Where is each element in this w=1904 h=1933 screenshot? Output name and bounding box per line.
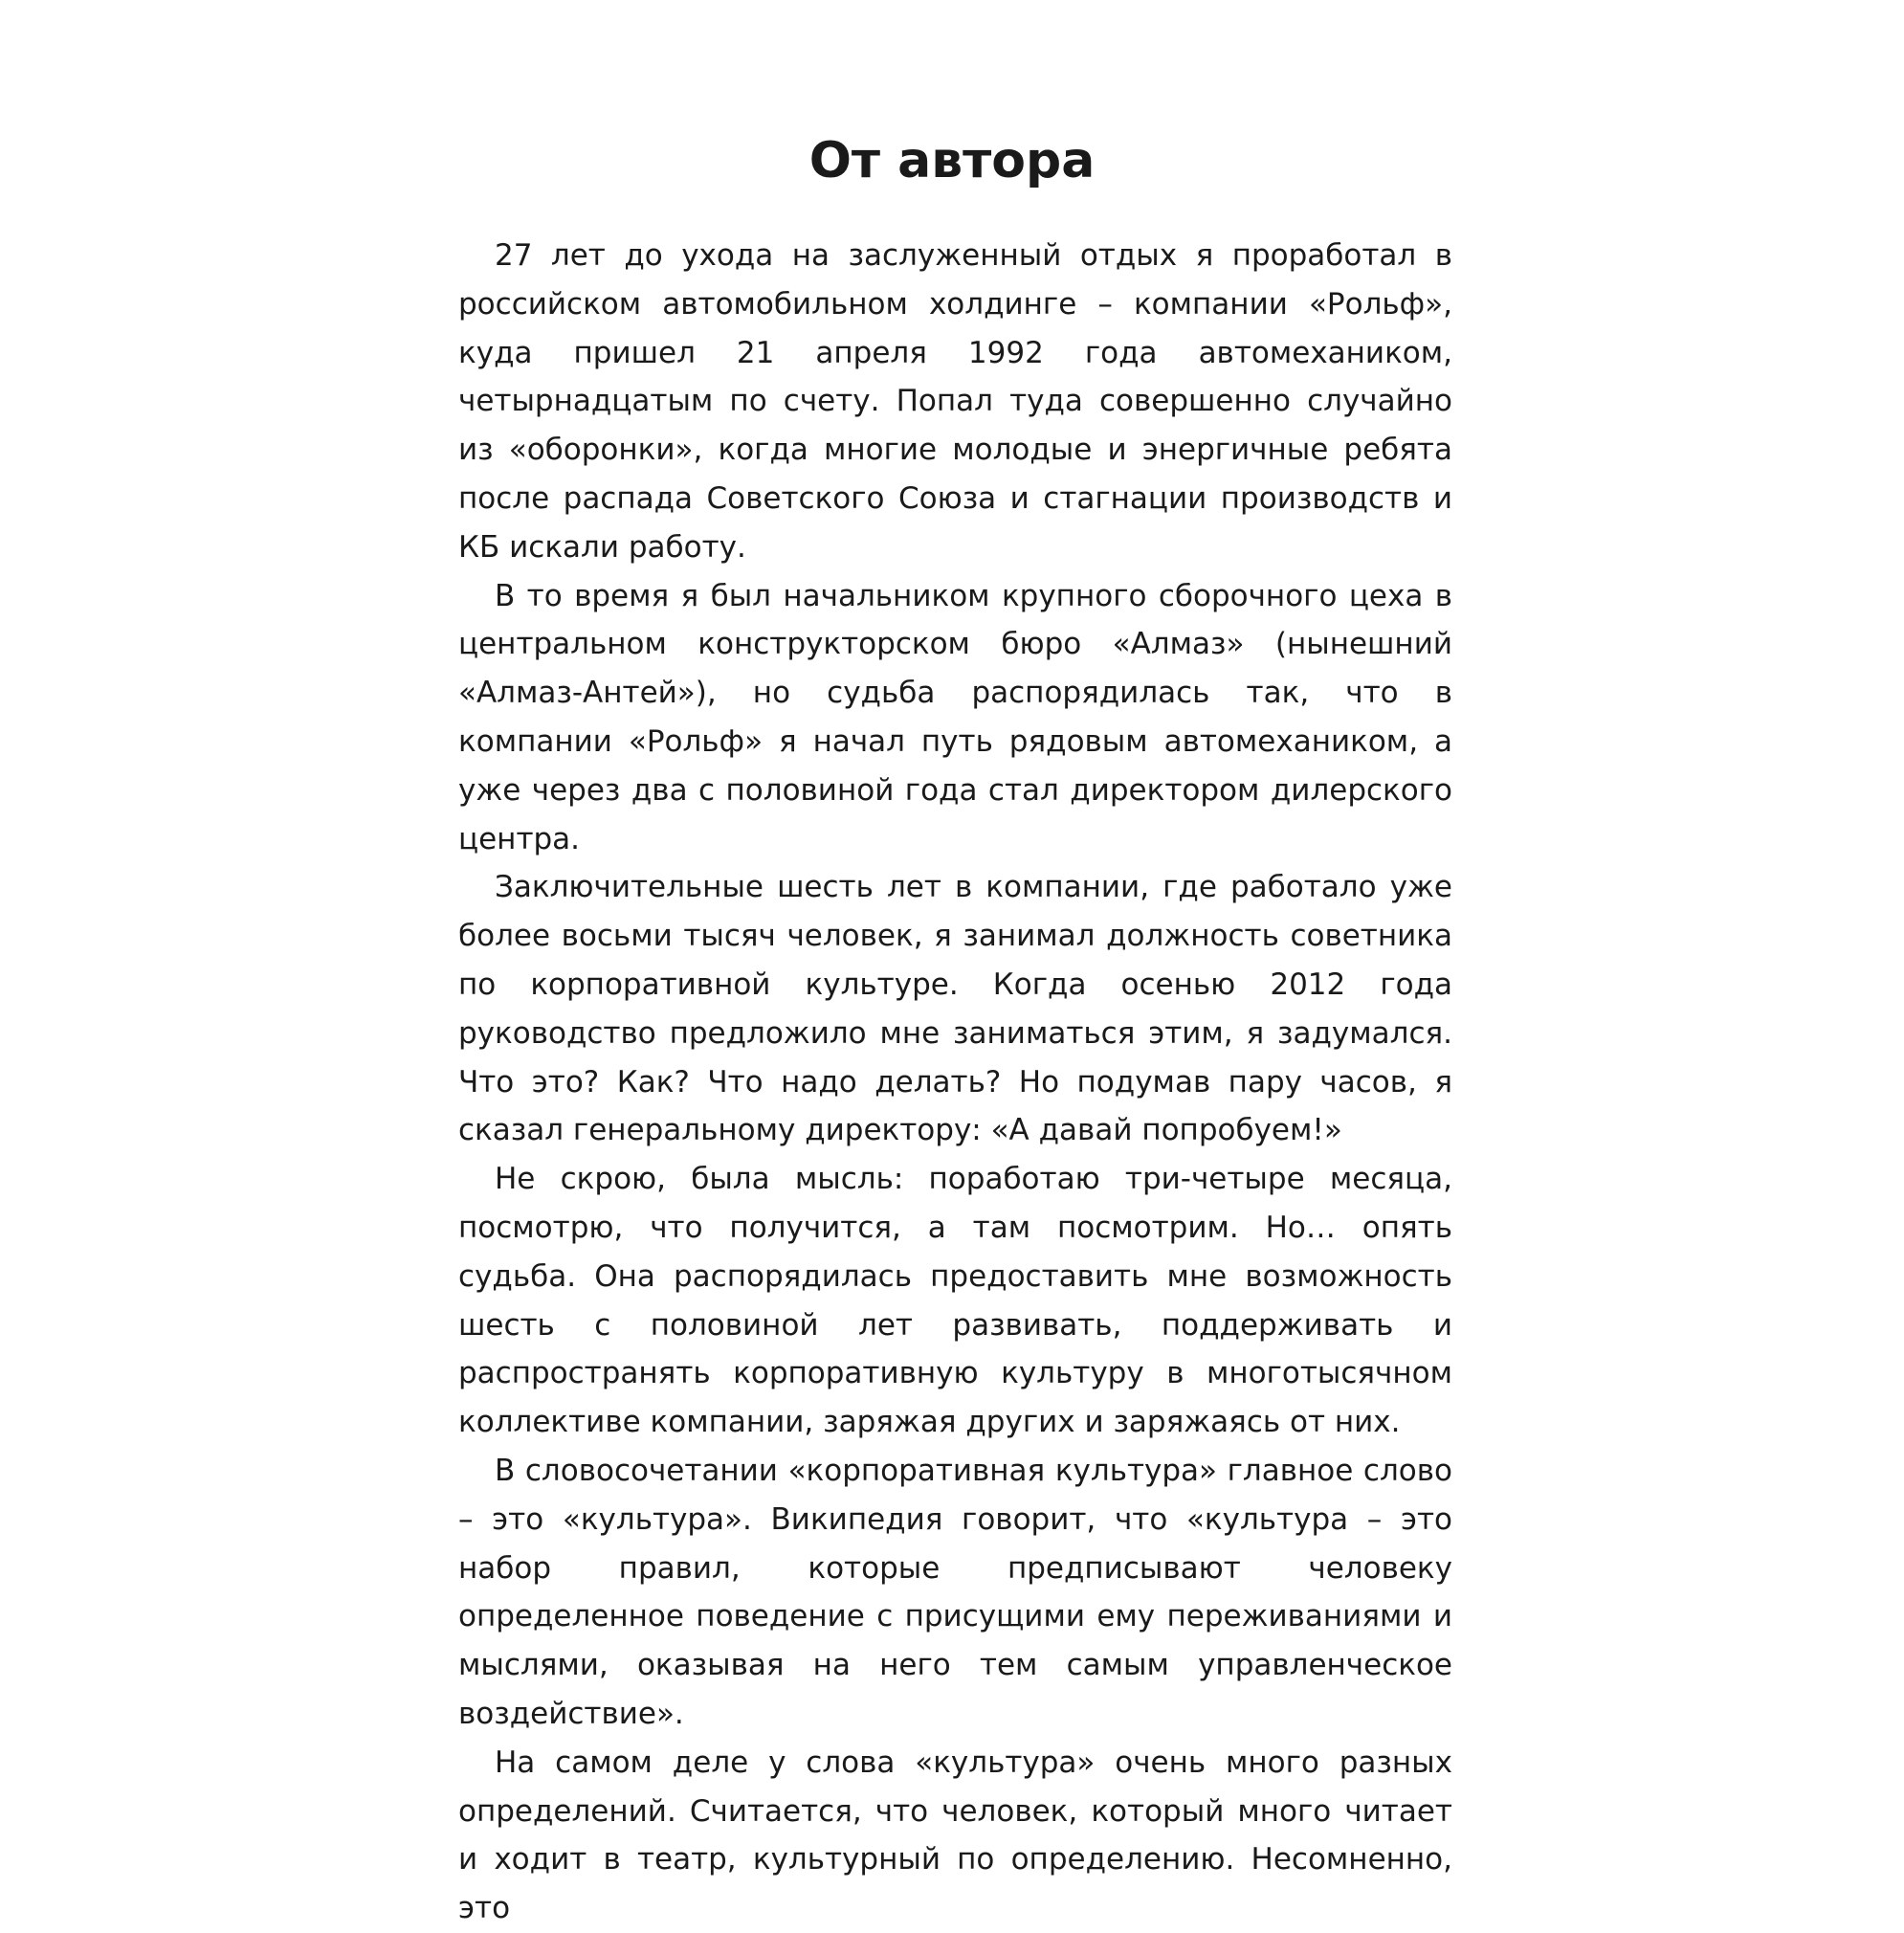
paragraph-1: 27 лет до ухода на заслуженный отдых я проработал в российском автомобильном холдинге – компании «Рольф», куда пришел 21 апреля 1992 года автомехаником, четырнадцатым по счету. Попал туда совершенно случайно из «оборонки», когда многие молодые и энергичные ребята после распада Советского Союза и стагнации производств и КБ искали работу. <box>458 238 1452 565</box>
paragraph-2: В то время я был начальником крупного сборочного цеха в центральном конструкторском бюро «Алмаз» (нынешний «Алмаз-Антей»), но судьба распорядилась так, что в компании «Рольф» я начал путь рядовым автомехаником, а уже через два с половиной года стал директором дилерского центра. <box>458 578 1452 856</box>
page-title: От автора <box>808 132 1096 189</box>
paragraph-4: Не скрою, была мысль: поработаю три-четыре месяца, посмотрю, что получится, а там посмотрим. Но… опять судьба. Она распорядилась предоставить мне возможность шесть с половиной лет развивать, поддерживать и распространять корпоративную культуру в многотысячном коллективе компании, заряжая других и заряжаясь от них. <box>458 1162 1452 1440</box>
paragraph-3: Заключительные шесть лет в компании, где работало уже более восьми тысяч человек, я занимал должность советника по корпоративной культуре. Когда осенью 2012 года руководство предложило мне заниматься этим, я задумался. Что это? Как? Что надо делать? Но подумав пару часов, я сказал генеральному директору: «А давай попробуем!» <box>458 870 1452 1148</box>
paragraph-6: На самом деле у слова «культура» очень много разных определений. Считается, что человек, который много читает и ходит в театр, культурный по определению. Несомненно, это <box>458 1744 1452 1926</box>
paragraph-5: В словосочетании «корпоративная культура» главное слово – это «культура». Википедия говорит, что «культура – это набор правил, которые предписывают человеку определенное поведение с присущими ему переживаниями и мыслями, оказывая на него тем самым управленческое воздействие». <box>458 1453 1452 1731</box>
body-text <box>458 232 1452 1933</box>
